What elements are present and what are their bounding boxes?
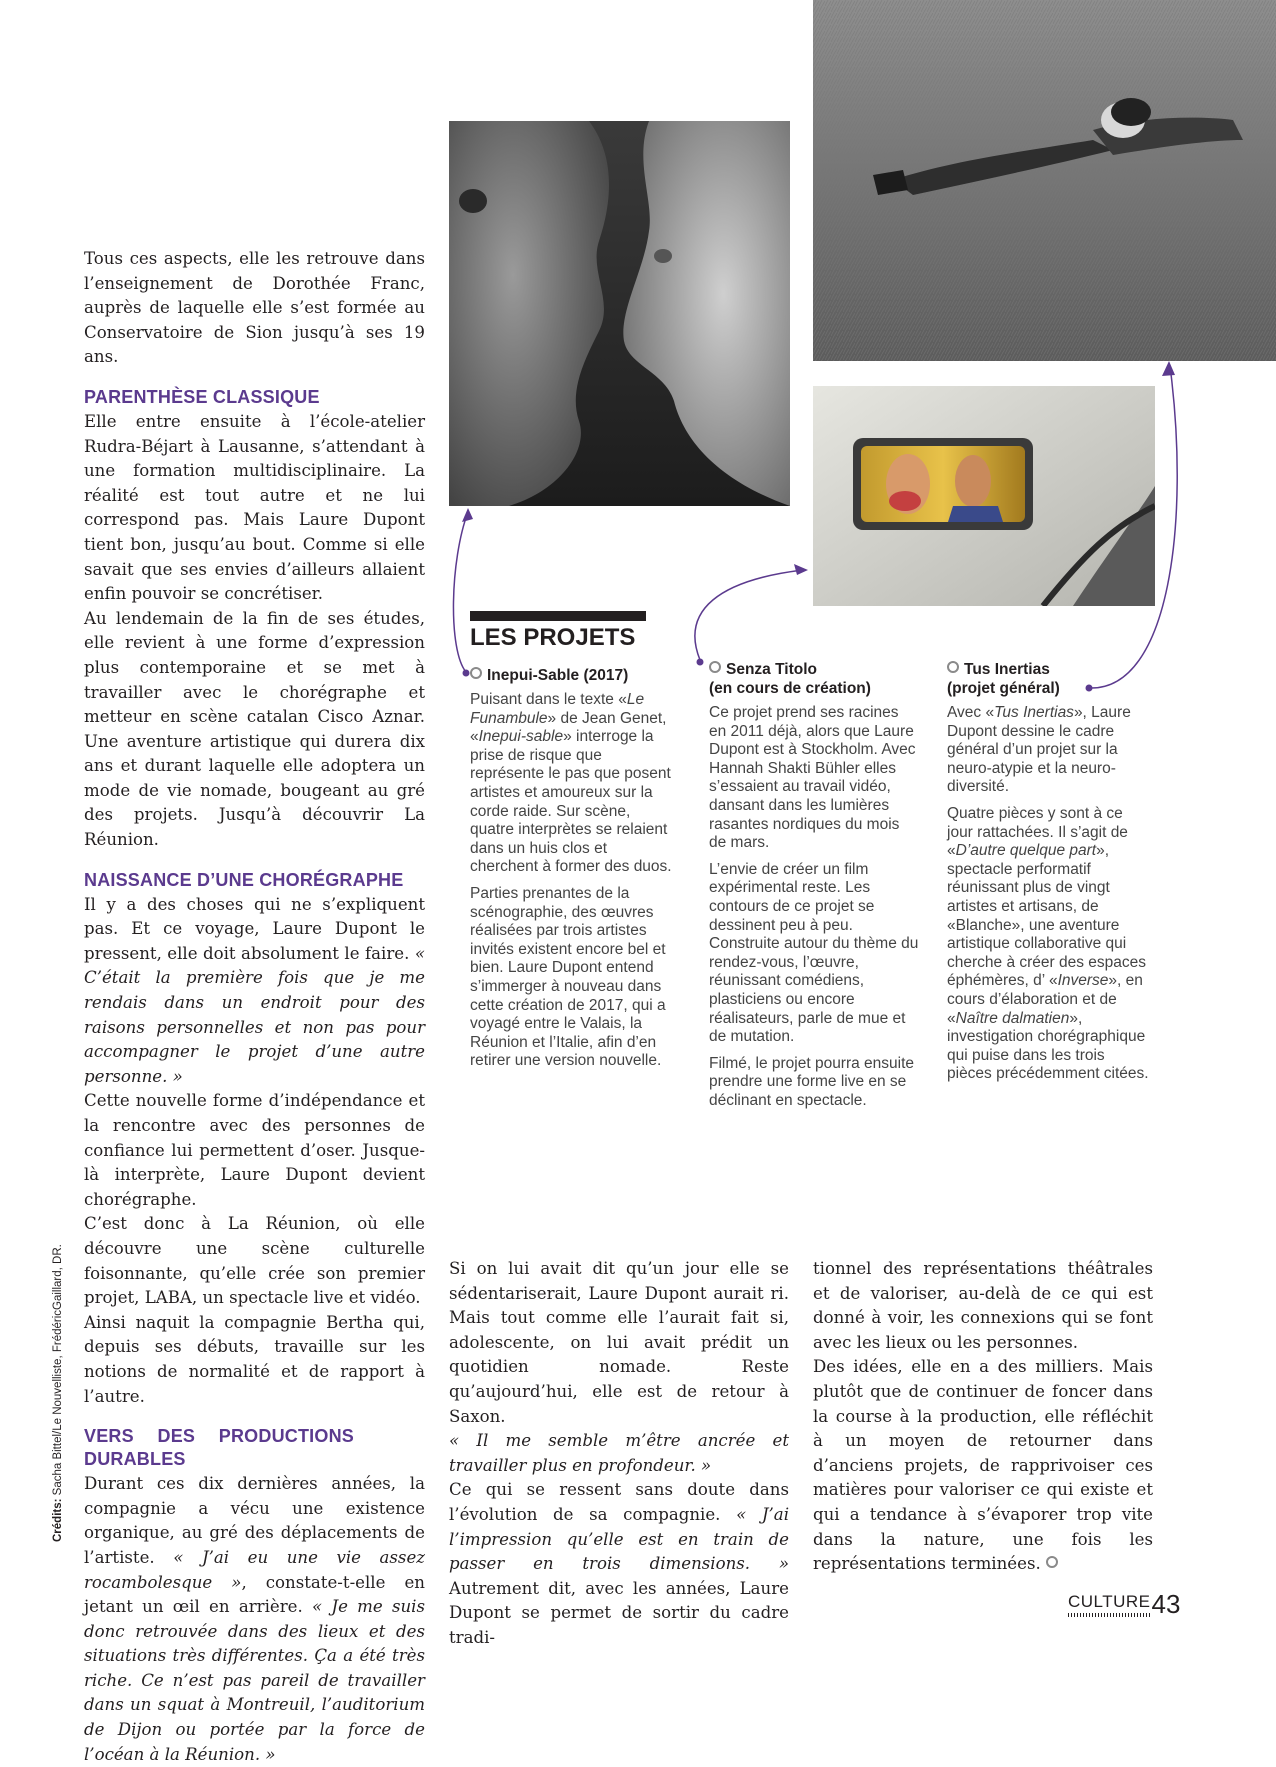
quote: « Il me semble m’être ancrée et travailler plus en profondeur. » — [449, 1431, 789, 1475]
project-tus-inertias — [947, 660, 1152, 1092]
projects-title: LES PROJETS — [470, 624, 636, 651]
project-title: Inepui-Sable (2017) — [470, 666, 675, 685]
section-underline — [1068, 1613, 1151, 1617]
project-body: Ce projet prend ses racines en 2011 déjà, alors que Laure Dupont est à Stockholm. Avec Hannah Shakti Bühler elles s’essaient au travail vidéo, dansant dans les lumières rasantes nordiques du mois de mars. L’envie de créer un film expérimental reste. Les contours de ce projet se dessinent peu à peu. Construite autour du thème du rendez-vous, l’œuvre, réunissant comédiens, plasticiens ou encore réalisateurs, parle de mue et de mutation. Filmé, le projet pourra ensuite prendre une forme live en se déclinant en spectacle. — [709, 704, 919, 1109]
paragraph: Durant ces dix dernières années, la compagnie a vécu une existence organique, au gré des déplacements de l’artiste. « J’ai eu une vie assez rocambolesque », constate-t-elle en jetant un œil en arrière. « Je me suis donc retrouvée dans des lieux et des situations très différentes. Ça a été très riche. Ce n’est pas pareil de travailler dans un squat à Montreuil, l’auditorium de Dijon ou portée par la force de l’océan à la Réunion. » — [84, 1474, 426, 1764]
paragraph: Au lendemain de la fin de ses études, elle revient à une forme d’expression plus contemporaine et se met à travailler avec le chorégraphe et metteur en scène catalan Cisco Aznar. Une aventure artistique qui durera dix ans et durant laquelle elle adoptera un mode de vie nomade, bougeant au gré des projets. Jusqu’à découvrir La Réunion. — [84, 608, 425, 850]
heading-parenthese-classique: PARENTHÈSE CLASSIQUE — [84, 386, 320, 407]
paragraph: Ainsi naquit la compagnie Bertha qui, depuis ses débuts, travaille sur les notions de normalité et de rapport à l’autre. — [84, 1312, 425, 1406]
project-body: Puisant dans le texte «Le Funambule» de Jean Genet, «Inepui-sable» interroge la prise de risque que représente le pas que posent artistes et amoureux sur la corde raide. Sur scène, quatre interprètes se relaient dans un huis clos et cherchent à former des duos. Parties prenantes de la scénographie, des œuvres réalisées par trois artistes invités existent encore bel et bien. Laure Dupont entend s’immerger à nouveau dans cette création de 2017, qui a voyagé entre le Valais, la Réunion et l’Italie, afin d’en retirer une version nouvelle. — [470, 691, 672, 1070]
project-inepui-sable — [470, 666, 675, 1079]
project-title: Senza Titolo (en cours de création) — [709, 661, 871, 697]
bullet-icon — [709, 661, 721, 673]
heading-naissance-choregraphe: NAISSANCE D’UNE CHORÉGRAPHE — [84, 869, 404, 890]
bullet-icon — [947, 661, 959, 673]
paragraph: Cette nouvelle forme d’indépendance et la rencontre avec des personnes de confiance lui permettent d’oser. Jusque-là interprète, Laure Dupont devient chorégraphe. — [84, 1091, 425, 1209]
paragraph: Si on lui avait dit qu’un jour elle se sédentariserait, Laure Dupont aurait ri. Mais tout comme elle l’aurait fait si, adolescente, on lui avait prédit un quotidien nomade. Reste qu’aujourd’hui, elle est de retour à Saxon. — [449, 1259, 789, 1426]
paragraph: C’est donc à La Réunion, où elle découvre une scène culturelle foisonnante, qu’elle crée son premier projet, LABA, un spectacle live et vidéo. — [84, 1214, 425, 1308]
intro-paragraph: Tous ces aspects, elle les retrouve dans l’enseignement de Dorothée Franc, auprès de laquelle elle s’est formée au Conservatoire de Sion jusqu’à ses 19 ans. — [84, 249, 425, 367]
section-label: CULTURE — [1068, 1592, 1151, 1617]
projects-title-bar — [470, 611, 646, 621]
project-title: Tus Inertias (projet général) — [947, 661, 1060, 697]
quote: « C’était la première fois que je me rendais dans un endroit pour des raisons personnelles et non pas pour accompagner le projet d’une autre personne. » — [84, 943, 425, 1086]
paragraph: Ce qui se ressent sans doute dans l’évolution de sa compagnie. « J’ai l’impression qu’elle est en train de passer en trois dimensions. » Autrement dit, avec les années, Laure Dupont se permet de sortir du cadre tradi- — [449, 1480, 789, 1647]
page-footer — [1068, 1591, 1180, 1617]
photo-credits: Crédits: Sacha Bittel/Le Nouvelliste, FrédéricGaillard, DR. — [52, 1244, 64, 1542]
bullet-icon — [470, 667, 482, 679]
paragraph: Elle entre ensuite à l’école-atelier Rudra-Béjart à Lausanne, s’attendant à une formation multidisciplinaire. La réalité est tout autre et ne lui correspond pas. Mais Laure Dupont tient bon, jusqu’au bout. Comme si elle savait que ses envies d’ailleurs allaient enfin pouvoir se concrétiser. — [84, 411, 425, 604]
project-body: Avec «Tus Inertias», Laure Dupont dessine le cadre général d’un projet sur la neuro-atypie et la neuro-diversité. Quatre pièces y sont à ce jour rattachées. Il s’agit de «D’autre quelque part», spectacle performatif réunissant plus de vingt artistes et artisans, de «Blanche», une aventure artistique collaborative qui cherche à créer des espaces éphémères, d’ «Inverse», en cours d’élaboration et de «Naître dalmatien», investigation chorégraphique qui puise dans les trois pièces précédemment citées. — [947, 704, 1149, 1083]
paragraph: Il y a des choses qui ne s’expliquent pas. Et ce voyage, Laure Dupont le pressent, elle doit absolument le faire. « C’était la première fois que je me rendais dans un endroit pour des raisons personnelles et non pas pour accompagner le projet d’une autre personne. » — [84, 894, 425, 1086]
project-senza-titolo — [709, 660, 919, 1118]
page-number: 43 — [1151, 1589, 1181, 1619]
projects-sidebar — [470, 611, 1160, 653]
heading-vers-productions-durables: VERS DES PRODUCTIONS DURABLES — [84, 1426, 354, 1470]
paragraph: tionnel des représentations théâtrales et de valoriser, au-delà de ce qui est donné à voir, les connexions qui se font avec les lieux ou les personnes. — [813, 1259, 1153, 1352]
paragraph: Des idées, elle en a des milliers. Mais plutôt que de continuer de foncer dans la course à la production, elle réfléchit à un moyen de retourner dans d’anciens projets, de rapprivoiser ces matières pour valoriser ce qui existe et qui a tendance à s’évaporer trop vite dans la nature, une fois les représentations terminées. — [813, 1357, 1153, 1574]
